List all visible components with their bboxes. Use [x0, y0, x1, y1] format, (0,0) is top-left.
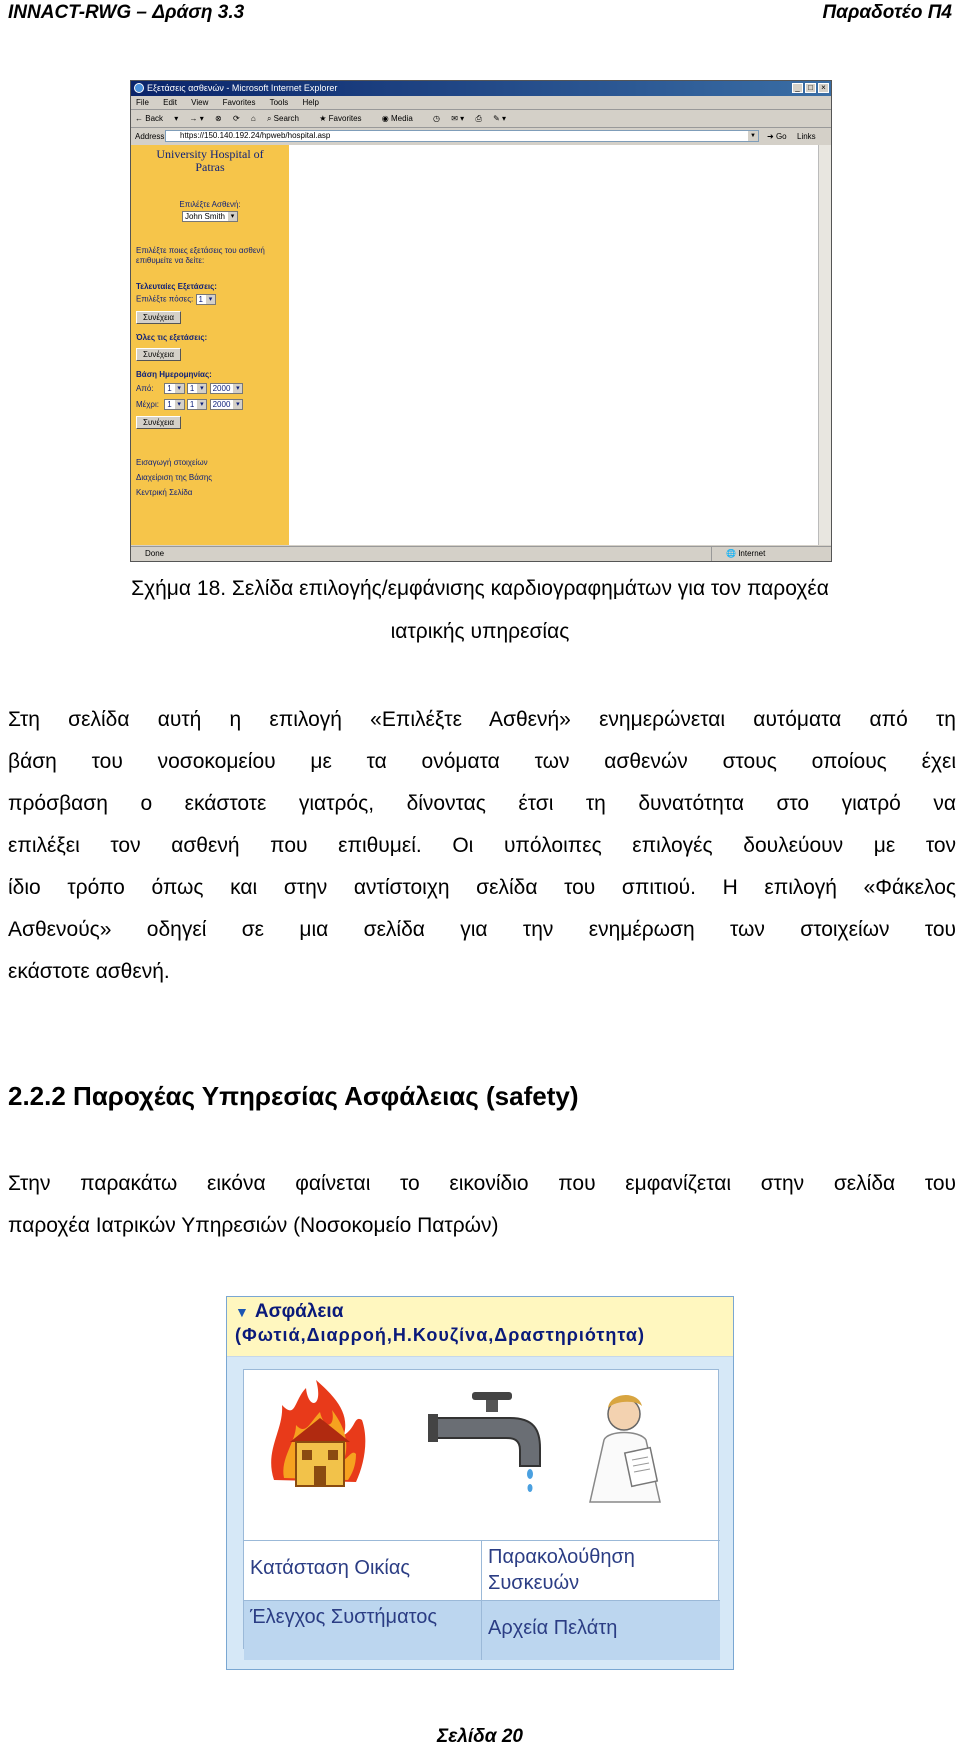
- system-check-cell[interactable]: Έλεγχος Συστήματος: [244, 1600, 482, 1660]
- media-button[interactable]: ◉ Media: [381, 114, 413, 123]
- paragraph-line: ίδιο τρόπο όπως και στην αντίστοιχη σελίδα του σπιτιού. Η επιλογή «Φάκελος: [8, 876, 956, 899]
- paragraph-line: πρόσβαση ο εκάστοτε γιατρός, δίνοντας έτσι τη δυνατότητα στο γιατρό να: [8, 792, 956, 815]
- browser-menu-bar: [131, 96, 831, 110]
- choose-exams-text: Επιλέξτε ποιες εξετάσεις του ασθενή επιθυμείτε να δείτε:: [136, 246, 265, 265]
- go-button[interactable]: ➜ Go: [767, 132, 787, 141]
- address-input[interactable]: https://150.140.192.24/hpweb/hospital.asp ▼: [165, 130, 759, 142]
- header-deliverable: Παραδοτέο Π4: [822, 2, 952, 23]
- house-status-cell[interactable]: Κατάσταση Οικίας: [244, 1540, 482, 1600]
- recent-exams-label: Τελευταίες Εξετάσεις:: [136, 282, 217, 291]
- continue-button-recent[interactable]: Συνέχεια: [136, 311, 181, 324]
- safety-widget: [226, 1296, 734, 1670]
- to-month-select[interactable]: 1 ▾: [187, 399, 207, 410]
- paragraph-line: Στην παρακάτω εικόνα φαίνεται το εικονίδιο που εμφανίζεται στην σελίδα του: [8, 1172, 956, 1195]
- continue-button-date[interactable]: Συνέχεια: [136, 416, 181, 429]
- stop-icon[interactable]: ⊗: [215, 114, 222, 123]
- safety-icons: [244, 1370, 720, 1540]
- to-day-select[interactable]: 1 ▾: [164, 399, 184, 410]
- menu-tools[interactable]: Tools: [269, 98, 289, 107]
- browser-toolbar: [131, 110, 831, 128]
- how-many-select[interactable]: 1 ▾: [196, 294, 216, 305]
- patient-select[interactable]: John Smith ▾: [182, 211, 238, 222]
- safety-title: Ασφάλεια: [254, 1301, 344, 1322]
- maximize-icon[interactable]: □: [805, 83, 816, 93]
- date-to-row: Μέχρι: 1 ▾ 1 ▾ 2000 ▾: [136, 399, 284, 410]
- refresh-icon[interactable]: ⟳: [232, 114, 240, 123]
- collapse-triangle-icon[interactable]: ▼: [235, 1304, 249, 1320]
- link-db-admin[interactable]: Διαχείριση της Βάσης: [136, 473, 213, 482]
- house-fire-icon[interactable]: [271, 1380, 365, 1486]
- from-year-select[interactable]: 2000 ▾: [210, 383, 244, 394]
- zone-indicator: 🌐 Internet: [711, 547, 765, 561]
- date-range-label: Βάση Ημερομηνίας:: [136, 370, 212, 379]
- address-label: Address: [135, 132, 165, 141]
- edit-icon[interactable]: ✎ ▾: [493, 114, 507, 123]
- continue-button-all[interactable]: Συνέχεια: [136, 348, 181, 361]
- client-records-cell[interactable]: Αρχεία Πελάτη: [482, 1600, 720, 1660]
- home-icon[interactable]: ⌂: [250, 114, 256, 123]
- paragraph-line: Στη σελίδα αυτή η επιλογή «Επιλέξτε Ασθενή» ενημερώνεται αυτόματα από τη: [8, 708, 956, 731]
- status-text: Done: [145, 549, 165, 558]
- menu-edit[interactable]: Edit: [163, 98, 177, 107]
- back-button[interactable]: ← Back ▾: [135, 114, 179, 123]
- from-month-select[interactable]: 1 ▾: [187, 383, 207, 394]
- browser-title: Εξετάσεις ασθενών - Microsoft Internet Explorer: [147, 83, 338, 93]
- menu-view[interactable]: View: [191, 98, 209, 107]
- paragraph-line: παροχέα Ιατρικών Υπηρεσιών (Νοσοκομείο Πατρών): [8, 1214, 499, 1237]
- forward-icon[interactable]: → ▾: [189, 114, 204, 123]
- figure-caption-line1: Σχήμα 18. Σελίδα επιλογής/εμφάνισης καρδιογραφημάτων για τον παροχέα: [131, 577, 829, 600]
- browser-viewport: [131, 145, 831, 545]
- section-heading: 2.2.2 Παροχέας Υπηρεσίας Ασφάλειας (safety): [8, 1081, 579, 1111]
- link-home[interactable]: Κεντρική Σελίδα: [136, 488, 193, 497]
- address-bar: [131, 128, 831, 145]
- figure-caption-line2: ιατρικής υπηρεσίας: [390, 620, 570, 643]
- vertical-scrollbar[interactable]: [818, 145, 831, 545]
- link-data-entry[interactable]: Εισαγωγή στοιχείων: [136, 458, 208, 467]
- ie-logo-icon: [134, 83, 144, 93]
- hospital-name: University Hospital of Patras: [156, 147, 264, 174]
- choose-patient-label: Επιλέξτε Ασθενή:: [179, 200, 241, 209]
- faucet-icon[interactable]: [428, 1392, 540, 1492]
- browser-title-bar: [131, 81, 831, 96]
- device-monitoring-cell[interactable]: Παρακολούθηση Συσκευών: [482, 1540, 720, 1600]
- paragraph-line: επιλέξει τον ασθενή που επιθυμεί. Οι υπόλοιπες επιλογές δουλεύουν με τον: [8, 834, 956, 857]
- close-icon[interactable]: ×: [818, 83, 829, 93]
- all-exams-label: Όλες τις εξετάσεις:: [136, 333, 208, 342]
- address-dropdown-icon[interactable]: ▼: [748, 131, 758, 141]
- search-button[interactable]: ⌕ Search: [266, 114, 300, 123]
- minimize-icon[interactable]: _: [792, 83, 803, 93]
- date-from-row: Από: 1 ▾ 1 ▾ 2000 ▾: [136, 383, 284, 394]
- to-year-select[interactable]: 2000 ▾: [210, 399, 244, 410]
- paragraph-line: εκάστοτε ασθενή.: [8, 960, 170, 983]
- favorites-button[interactable]: ★ Favorites: [319, 114, 362, 123]
- safety-subtitle: (Φωτιά,Διαρροή,Η.Κουζίνα,Δραστηριότητα): [235, 1325, 645, 1345]
- page-header: [8, 2, 952, 28]
- paragraph-patient-selection: [8, 699, 956, 993]
- links-button[interactable]: Links: [797, 132, 816, 141]
- from-day-select[interactable]: 1 ▾: [164, 383, 184, 394]
- page-number: Σελίδα 20: [437, 1726, 523, 1747]
- history-icon[interactable]: ◷: [433, 114, 441, 123]
- browser-screenshot: [130, 80, 832, 562]
- paragraph-safety-intro: [8, 1163, 956, 1247]
- paragraph-line: βάση του νοσοκομείου με τα ονόματα των ασθενών στους οποίους έχει: [8, 750, 956, 773]
- hospital-sidebar: [131, 145, 289, 545]
- safety-panel: [243, 1369, 719, 1649]
- safety-widget-header[interactable]: [227, 1297, 733, 1357]
- header-project: INNACT-RWG – Δράση 3.3: [8, 2, 245, 23]
- browser-status-bar: [131, 546, 831, 561]
- paragraph-line: Ασθενούς» οδηγεί σε μια σελίδα για την ενημέρωση των στοιχείων του: [8, 918, 956, 941]
- menu-favorites[interactable]: Favorites: [222, 98, 256, 107]
- how-many-row: Επιλέξτε πόσες: 1 ▾: [136, 294, 284, 305]
- mail-icon[interactable]: ✉ ▾: [451, 114, 465, 123]
- menu-file[interactable]: File: [136, 98, 149, 107]
- print-icon[interactable]: ⎙: [475, 114, 482, 123]
- menu-help[interactable]: Help: [302, 98, 319, 107]
- nurse-icon[interactable]: [590, 1395, 660, 1502]
